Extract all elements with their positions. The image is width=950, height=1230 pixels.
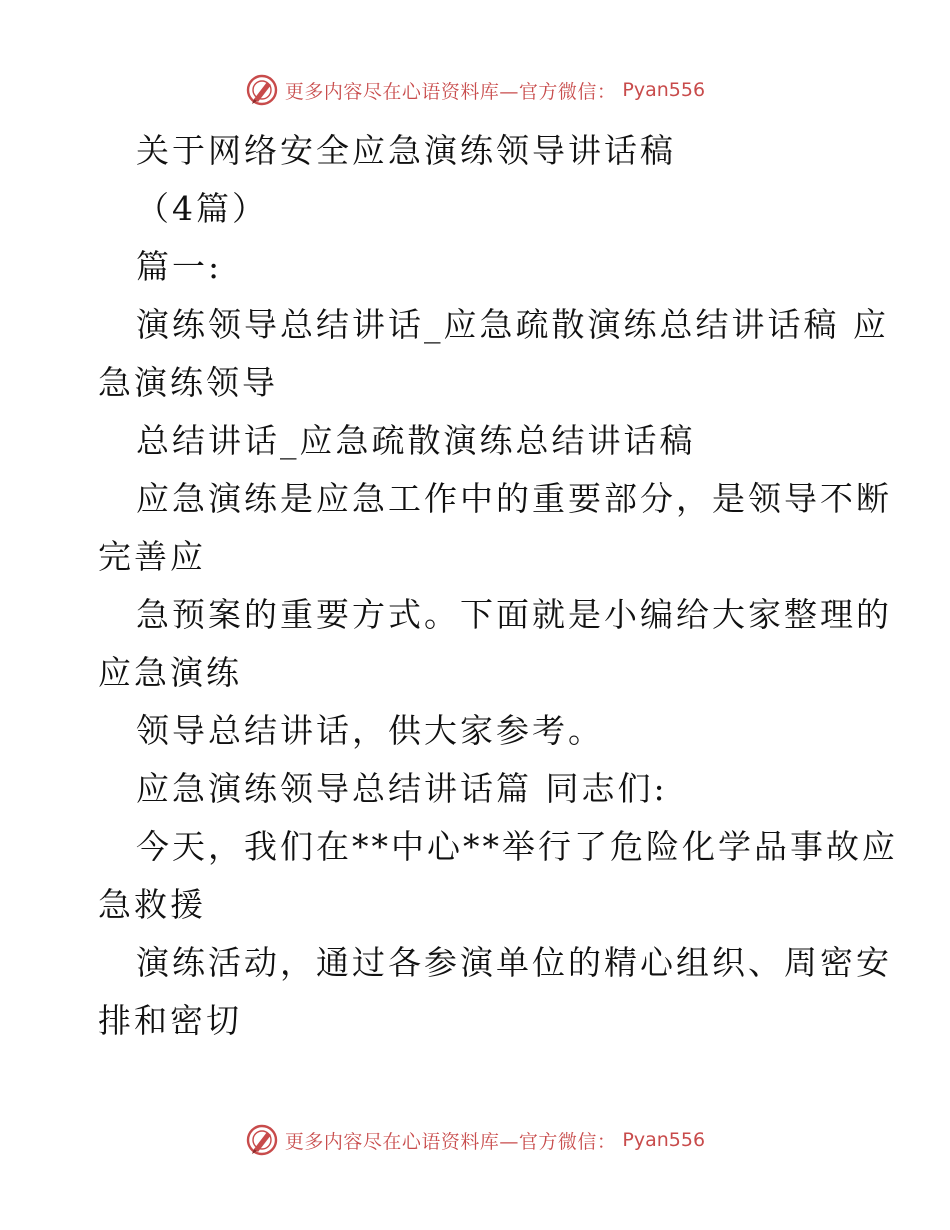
- watermark-wechat-id: Pyan556: [622, 79, 706, 101]
- doc-line: 演练活动，通过各参演单位的精心组织、周密安: [136, 943, 892, 982]
- doc-line: 排和密切: [98, 1001, 242, 1040]
- doc-line: 演练领导总结讲话_应急疏散演练总结讲话稿 应: [136, 305, 889, 344]
- watermark-text: 更多内容尽在心语资料库—官方微信：: [284, 80, 617, 103]
- watermark-wechat-id: Pyan556: [622, 1129, 706, 1151]
- pen-circle-icon: [245, 73, 279, 107]
- document-body: [98, 122, 898, 1050]
- doc-line: 完善应: [98, 537, 206, 576]
- pen-circle-icon: [245, 1123, 279, 1157]
- doc-line: 急救援: [98, 885, 206, 924]
- footer-watermark: [0, 1120, 950, 1160]
- watermark-text: 更多内容尽在心语资料库—官方微信：: [284, 1130, 617, 1153]
- doc-line: 总结讲话_应急疏散演练总结讲话稿: [136, 421, 696, 460]
- doc-title: 关于网络安全应急演练领导讲话稿: [136, 131, 676, 170]
- doc-line: 急预案的重要方式。下面就是小编给大家整理的: [136, 595, 892, 634]
- header-watermark: [0, 70, 950, 110]
- doc-line: （4篇）: [136, 189, 268, 228]
- doc-line: 应急演练是应急工作中的重要部分，是领导不断: [136, 479, 892, 518]
- doc-line: 篇一:: [136, 247, 223, 286]
- doc-line: 应急演练领导总结讲话篇 同志们:: [136, 769, 668, 808]
- doc-line: 急演练领导: [98, 363, 278, 402]
- doc-line: 今天，我们在**中心**举行了危险化学品事故应: [136, 827, 898, 866]
- doc-line: 应急演练: [98, 653, 242, 692]
- doc-line: 领导总结讲话，供大家参考。: [136, 711, 604, 750]
